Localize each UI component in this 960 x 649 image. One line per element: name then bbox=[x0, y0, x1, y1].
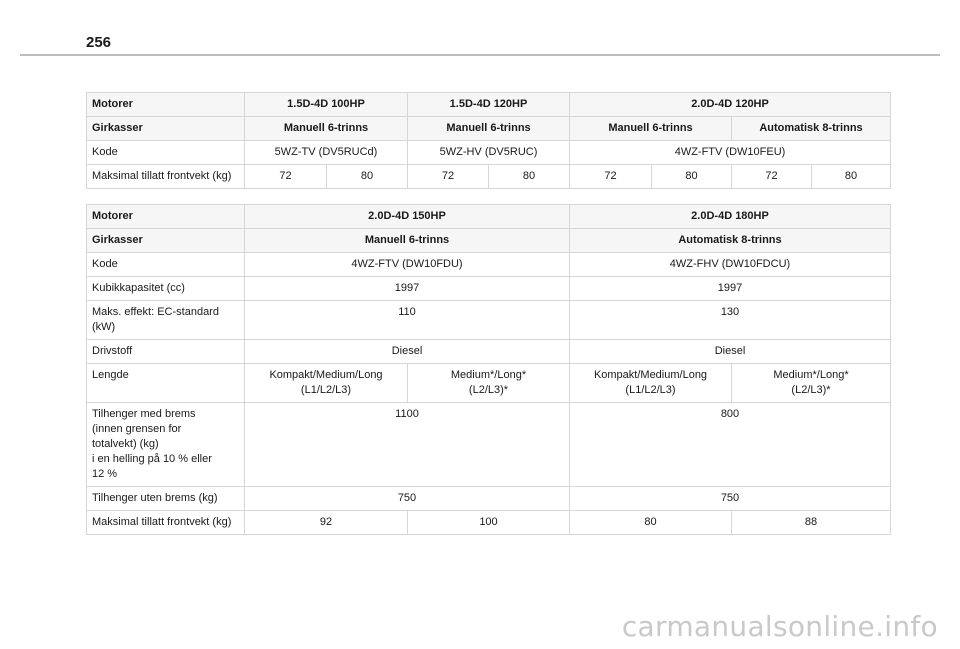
displacement-cell: 1997 bbox=[245, 277, 570, 301]
gearbox-cell: Manuell 6-trinns bbox=[245, 229, 570, 253]
front-load-cell: 80 bbox=[652, 165, 732, 189]
front-load-label: Maksimal tillatt frontvekt (kg) bbox=[87, 511, 245, 535]
braked-trailer-label: Tilhenger med brems (innen grensen for totalvekt) (kg) i en helling på 10 % eller 12 % bbox=[87, 403, 245, 487]
braked-trailer-cell: 800 bbox=[570, 403, 891, 487]
length-cell: Kompakt/Medium/Long (L1/L2/L3) bbox=[245, 364, 408, 403]
watermark-text: carmanualsonline.info bbox=[621, 610, 938, 643]
table-row bbox=[87, 277, 891, 301]
header-divider bbox=[20, 54, 940, 56]
front-load-cell: 92 bbox=[245, 511, 408, 535]
table-row bbox=[87, 165, 891, 189]
table-row bbox=[87, 487, 891, 511]
table-row bbox=[87, 117, 891, 141]
code-cell: 5WZ-TV (DV5RUCd) bbox=[245, 141, 408, 165]
length-label: Lengde bbox=[87, 364, 245, 403]
fuel-cell: Diesel bbox=[245, 340, 570, 364]
front-load-label: Maksimal tillatt frontvekt (kg) bbox=[87, 165, 245, 189]
kode-label: Kode bbox=[87, 253, 245, 277]
front-load-cell: 72 bbox=[570, 165, 652, 189]
engine-cell: 2.0D-4D 120HP bbox=[570, 93, 891, 117]
front-load-cell: 80 bbox=[570, 511, 732, 535]
engine-cell: 1.5D-4D 100HP bbox=[245, 93, 408, 117]
table-row bbox=[87, 340, 891, 364]
braked-trailer-cell: 1100 bbox=[245, 403, 570, 487]
table-row bbox=[87, 301, 891, 340]
unbraked-trailer-label: Tilhenger uten brems (kg) bbox=[87, 487, 245, 511]
length-cell: Medium*/Long* (L2/L3)* bbox=[408, 364, 570, 403]
power-cell: 110 bbox=[245, 301, 570, 340]
spec-table-1 bbox=[86, 92, 891, 189]
spec-table-2 bbox=[86, 204, 891, 535]
power-cell: 130 bbox=[570, 301, 891, 340]
gearbox-cell: Automatisk 8-trinns bbox=[570, 229, 891, 253]
girkasser-label: Girkasser bbox=[87, 117, 245, 141]
engine-cell: 2.0D-4D 150HP bbox=[245, 205, 570, 229]
table-row bbox=[87, 229, 891, 253]
front-load-cell: 80 bbox=[812, 165, 891, 189]
table-row bbox=[87, 511, 891, 535]
front-load-cell: 72 bbox=[408, 165, 489, 189]
fuel-label: Drivstoff bbox=[87, 340, 245, 364]
displacement-cell: 1997 bbox=[570, 277, 891, 301]
motorer-label: Motorer bbox=[87, 205, 245, 229]
front-load-cell: 72 bbox=[245, 165, 327, 189]
gearbox-cell: Manuell 6-trinns bbox=[570, 117, 732, 141]
front-load-cell: 72 bbox=[732, 165, 812, 189]
length-cell: Kompakt/Medium/Long (L1/L2/L3) bbox=[570, 364, 732, 403]
front-load-cell: 100 bbox=[408, 511, 570, 535]
unbraked-trailer-cell: 750 bbox=[245, 487, 570, 511]
front-load-cell: 80 bbox=[327, 165, 408, 189]
gearbox-cell: Automatisk 8-trinns bbox=[732, 117, 891, 141]
motorer-label: Motorer bbox=[87, 93, 245, 117]
kode-label: Kode bbox=[87, 141, 245, 165]
displacement-label: Kubikkapasitet (cc) bbox=[87, 277, 245, 301]
engine-cell: 2.0D-4D 180HP bbox=[570, 205, 891, 229]
length-cell: Medium*/Long* (L2/L3)* bbox=[732, 364, 891, 403]
table-row bbox=[87, 205, 891, 229]
front-load-cell: 80 bbox=[489, 165, 570, 189]
front-load-cell: 88 bbox=[732, 511, 891, 535]
fuel-cell: Diesel bbox=[570, 340, 891, 364]
code-cell: 4WZ-FTV (DW10FDU) bbox=[245, 253, 570, 277]
gearbox-cell: Manuell 6-trinns bbox=[408, 117, 570, 141]
table-row bbox=[87, 93, 891, 117]
code-cell: 4WZ-FTV (DW10FEU) bbox=[570, 141, 891, 165]
power-label: Maks. effekt: EC-standard (kW) bbox=[87, 301, 245, 340]
table-row bbox=[87, 141, 891, 165]
page-number: 256 bbox=[86, 34, 112, 51]
code-cell: 5WZ-HV (DV5RUC) bbox=[408, 141, 570, 165]
unbraked-trailer-cell: 750 bbox=[570, 487, 891, 511]
table-row bbox=[87, 364, 891, 403]
code-cell: 4WZ-FHV (DW10FDCU) bbox=[570, 253, 891, 277]
table-row bbox=[87, 253, 891, 277]
engine-cell: 1.5D-4D 120HP bbox=[408, 93, 570, 117]
table-row bbox=[87, 403, 891, 487]
girkasser-label: Girkasser bbox=[87, 229, 245, 253]
gearbox-cell: Manuell 6-trinns bbox=[245, 117, 408, 141]
